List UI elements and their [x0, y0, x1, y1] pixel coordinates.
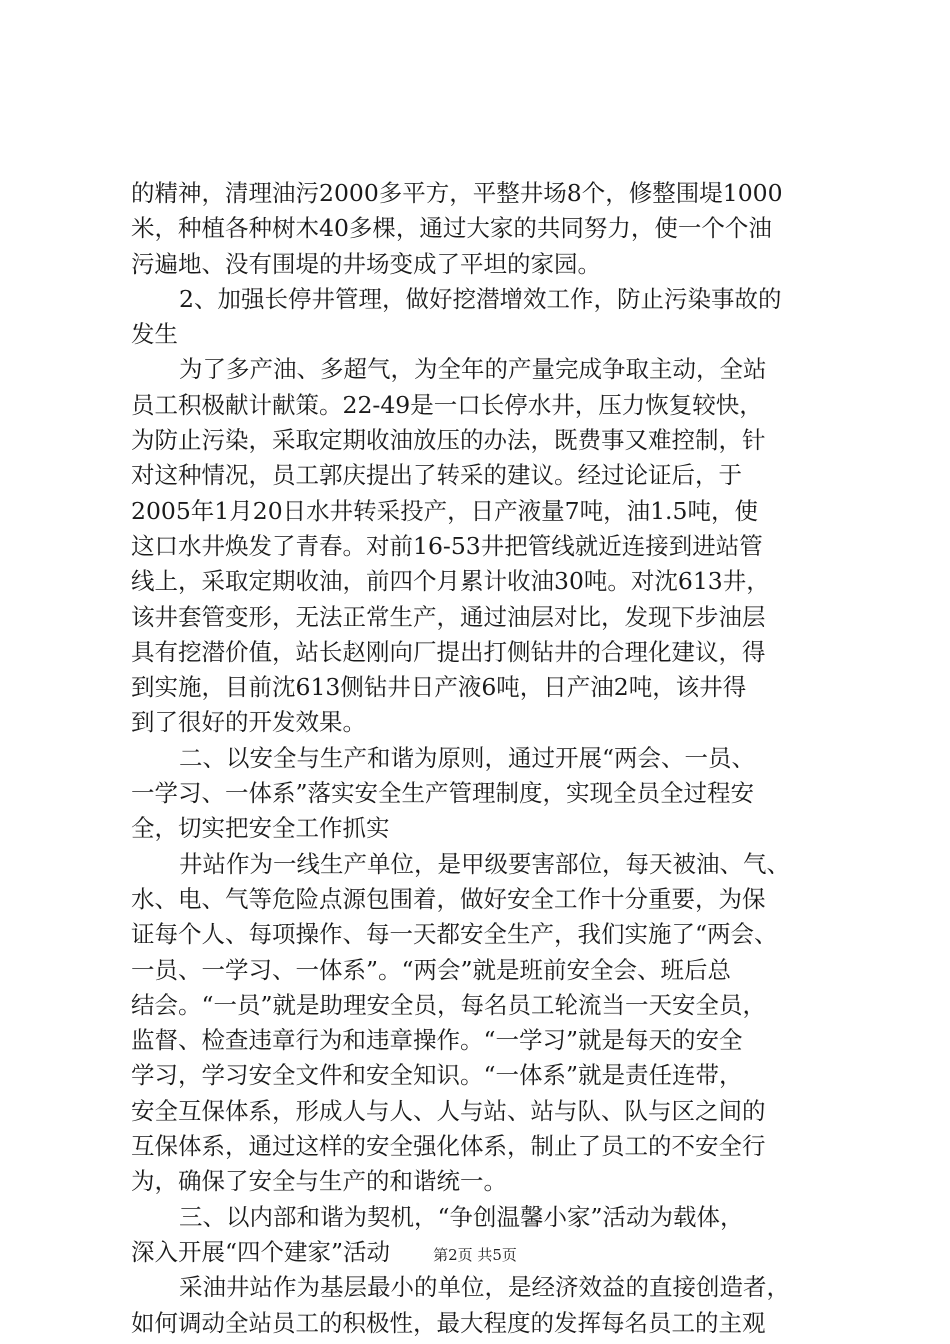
document-body — [131, 176, 836, 1341]
text-line: 发生 — [131, 320, 178, 349]
text-line: 二、以安全与生产和谐为原则，通过开展“两会、一员、 — [179, 743, 756, 772]
text-line: 学习，学习安全文件和安全知识。“一体系”就是责任连带， — [131, 1061, 743, 1090]
text-line: 到实施，目前沈613侧钻井日产液6吨，日产油2吨，该井得 — [131, 673, 747, 702]
text-line: 监督、检查违章行为和违章操作。“一学习”就是每天的安全 — [131, 1026, 743, 1055]
text-line: 安全互保体系，形成人与人、人与站、站与队、队与区之间的 — [131, 1096, 766, 1125]
text-line: 深入开展“四个建家”活动 — [131, 1237, 391, 1266]
text-line: 到了很好的开发效果。 — [131, 708, 366, 737]
text-line: 证每个人、每项操作、每一天都安全生产，我们实施了“两会、 — [131, 920, 778, 949]
text-line: 2、加强长停井管理，做好挖潜增效工作，防止污染事故的 — [179, 284, 782, 313]
text-line: 这口水井焕发了青春。对前16-53井把管线就近连接到进站管 — [131, 531, 763, 560]
text-line: 为，确保了安全与生产的和谐统一。 — [131, 1167, 507, 1196]
text-line: 具有挖潜价值，站长赵刚向厂提出打侧钻井的合理化建议，得 — [131, 637, 766, 666]
text-line: 三、以内部和谐为契机，“争创温馨小家”活动为载体， — [179, 1202, 744, 1231]
text-line: 的精神，清理油污2000多平方，平整井场8个，修整围堤1000 — [131, 179, 783, 207]
page-footer: 第2页 共5页 — [433, 1246, 517, 1264]
text-line: 米，种植各种树木40多棵，通过大家的共同努力，使一个个油 — [131, 214, 772, 243]
text-line: 为防止污染，采取定期收油放压的办法，既费事又难控制，针 — [131, 426, 766, 455]
text-line: 一员、一学习、一体系”。“两会”就是班前安全会、班后总 — [131, 955, 732, 984]
text-line: 水、电、气等危险点源包围着，做好安全工作十分重要，为保 — [131, 884, 766, 913]
text-line: 全，切实把安全工作抓实 — [131, 814, 390, 843]
text-line: 为了多产油、多超气，为全年的产量完成争取主动，全站 — [179, 355, 767, 384]
text-line: 该井套管变形，无法正常生产，通过油层对比，发现下步油层 — [131, 602, 766, 631]
text-line: 如何调动全站员工的积极性，最大程度的发挥每名员工的主观 — [131, 1308, 766, 1337]
text-line: 互保体系，通过这样的安全强化体系，制止了员工的不安全行 — [131, 1132, 766, 1161]
text-line: 井站作为一线生产单位，是甲级要害部位，每天被油、气、 — [179, 849, 790, 878]
text-line: 线上，采取定期收油，前四个月累计收油30吨。对沈613井， — [131, 567, 770, 596]
text-line: 2005年1月20日水井转采投产，日产液量7吨，油1.5吨，使 — [131, 496, 758, 525]
text-line: 污遍地、没有围堤的井场变成了平坦的家园。 — [131, 249, 601, 278]
text-line: 一学习、一体系”落实安全生产管理制度，实现全员全过程安 — [131, 779, 755, 808]
text-line: 员工积极献计献策。22-49是一口长停水井，压力恢复较快， — [131, 390, 763, 419]
text-line: 对这种情况，员工郭庆提出了转采的建议。经过论证后，于 — [131, 461, 742, 490]
text-line: 结会。“一员”就是助理安全员，每名员工轮流当一天安全员， — [131, 990, 767, 1019]
text-line: 采油井站作为基层最小的单位，是经济效益的直接创造者， — [179, 1273, 790, 1302]
